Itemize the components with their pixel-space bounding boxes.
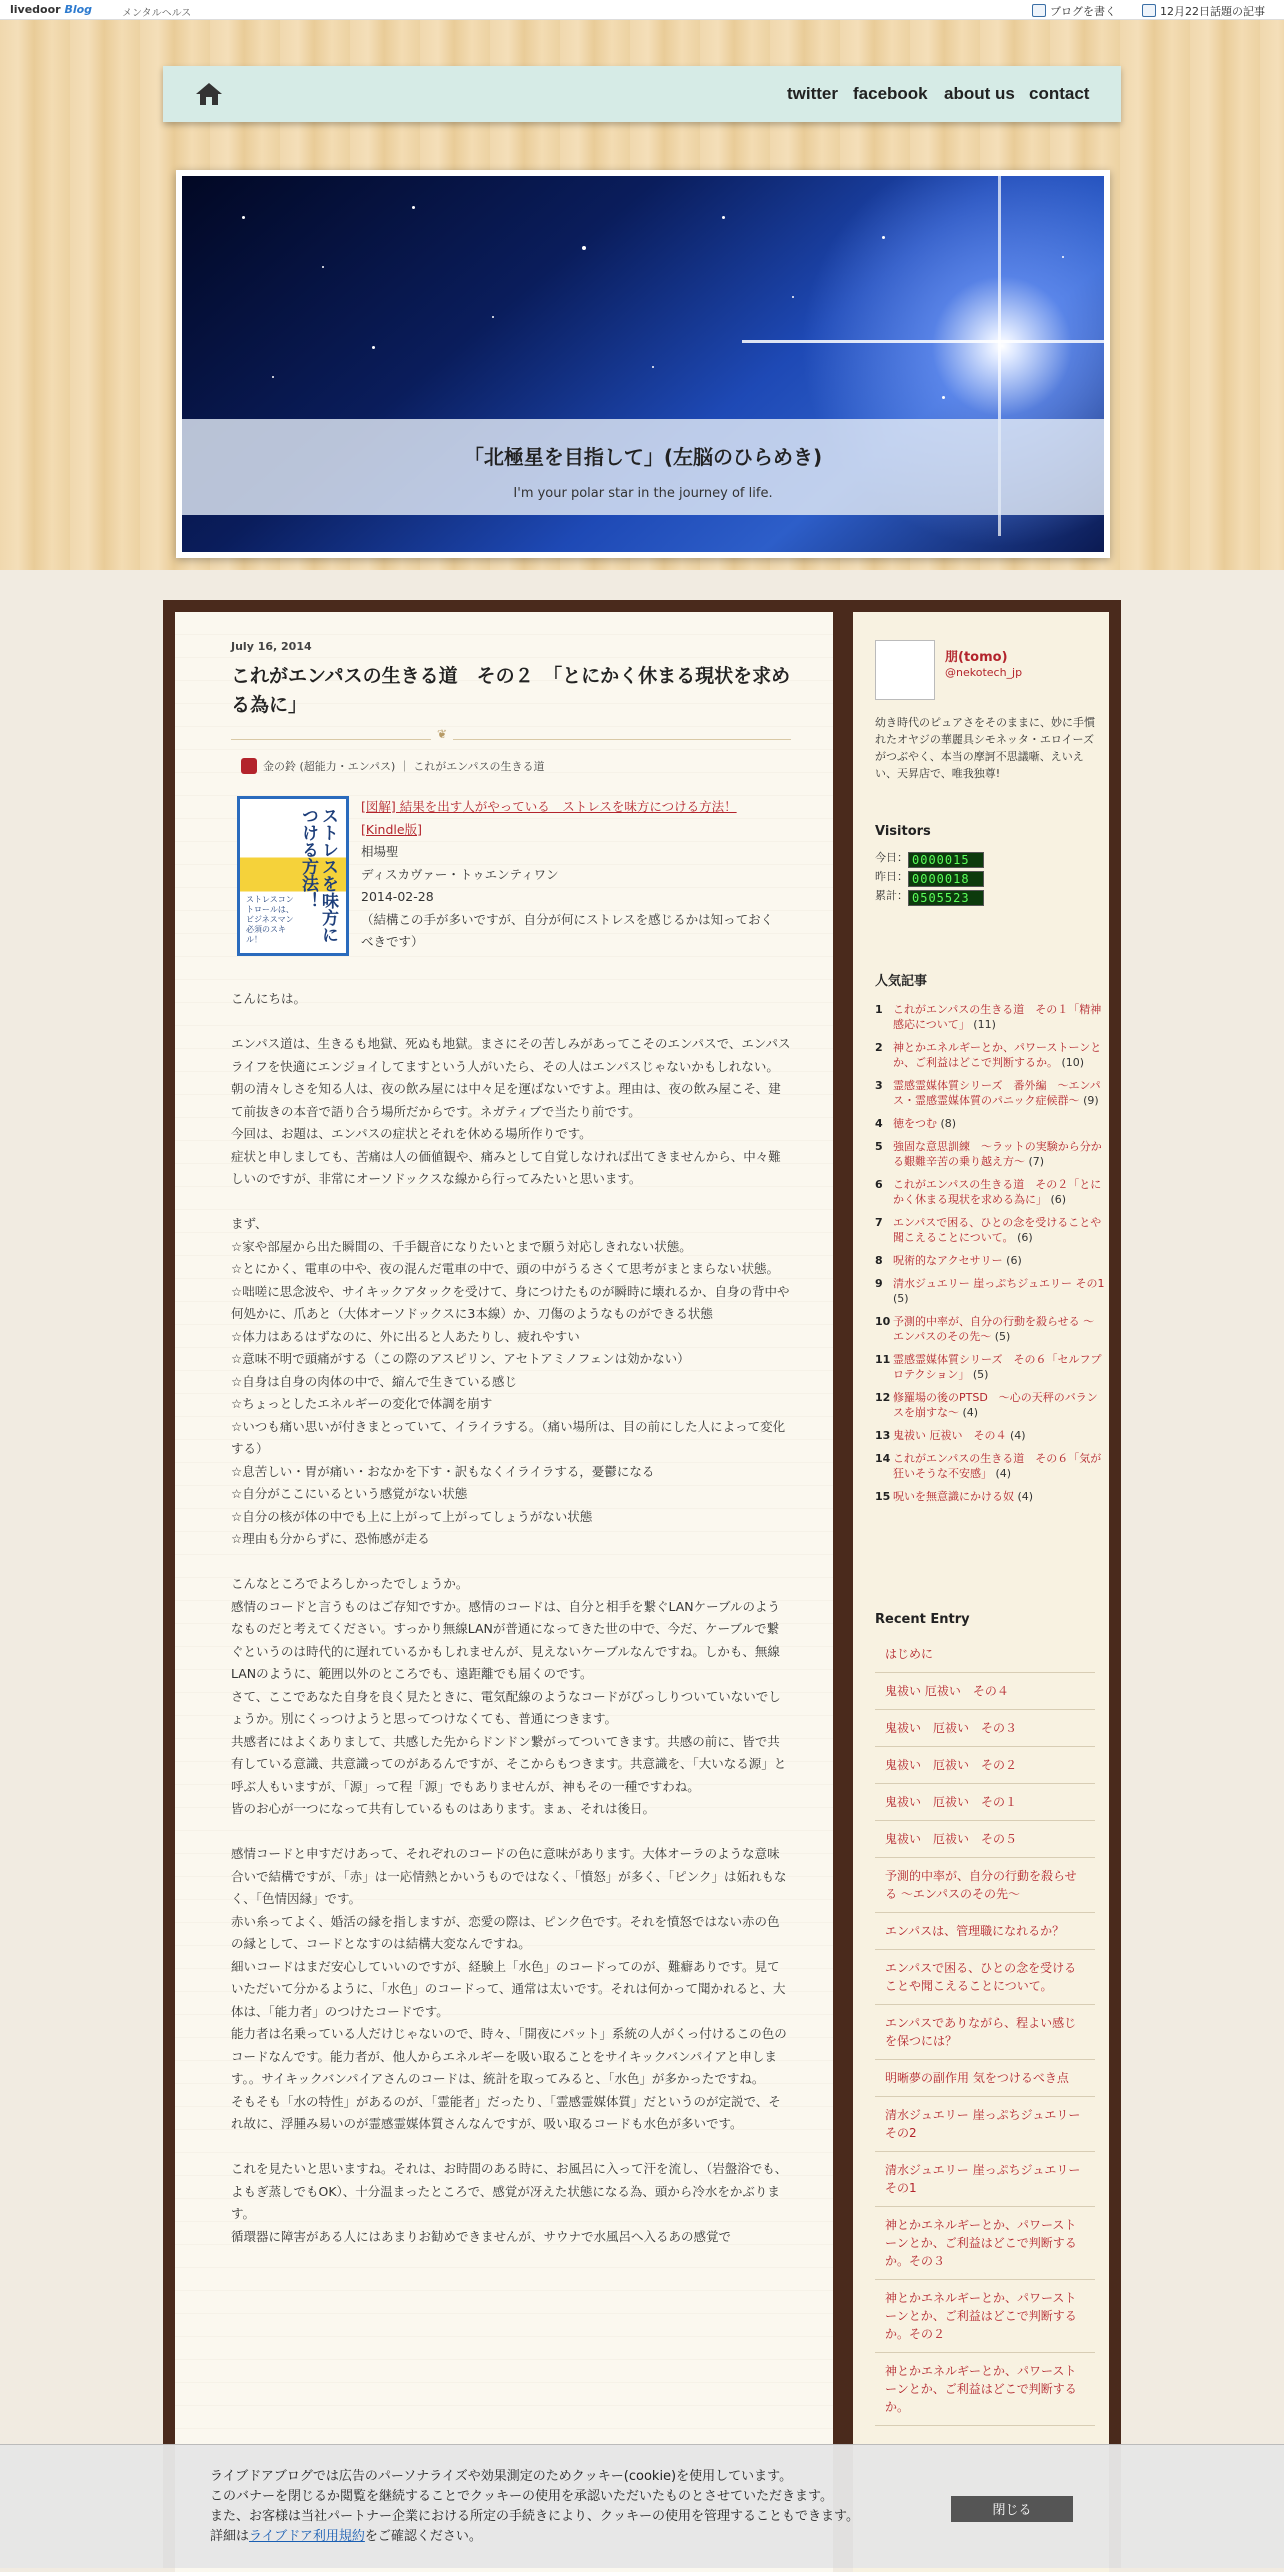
post-category-link[interactable]: 金の鈴 (超能力・エンパス) bbox=[263, 760, 396, 773]
starry-sky-image bbox=[182, 176, 1104, 552]
popular-item[interactable]: 6 これがエンパスの生きる道 その２「とにかく休まる現状を求める為に」 (6) bbox=[875, 1178, 1102, 1206]
book-publisher: ディスカヴァー・トゥエンティワン bbox=[361, 866, 559, 882]
recent-entry-link[interactable]: 鬼祓い 厄祓い その４ bbox=[875, 1673, 1095, 1710]
counter-yesterday: 0000018 bbox=[908, 871, 984, 887]
popular-item[interactable]: 13 鬼祓い 厄祓い その４ (4) bbox=[875, 1429, 1026, 1442]
folder-icon bbox=[241, 758, 257, 774]
counter-today: 0000015 bbox=[908, 852, 984, 868]
popular-heading: 人気記事 bbox=[875, 974, 928, 989]
popular-item[interactable]: 2 神とかエネルギーとか、パワーストーンとか、ご利益はどこで判断するか。 (10) bbox=[875, 1041, 1102, 1069]
post-body bbox=[231, 988, 791, 2248]
popular-list bbox=[875, 1002, 1105, 1512]
calendar-icon bbox=[1142, 4, 1156, 17]
popular-item[interactable]: 8 呪術的なアクセサリー (6) bbox=[875, 1254, 1022, 1267]
book-recommendation bbox=[231, 796, 791, 966]
pencil-icon bbox=[1032, 4, 1046, 17]
recent-entry-link[interactable]: 神とかエネルギーとか、パワーストーンとか、ご利益はどこで判断するか。 bbox=[875, 2353, 1095, 2426]
popular-item[interactable]: 10 予測的中率が、自分の行動を殺らせる ～エンパスのその先～ (5) bbox=[875, 1315, 1095, 1343]
blog-category-link[interactable]: メンタルヘルス bbox=[122, 8, 192, 19]
post-tag-link[interactable]: これがエンパスの生きる道 bbox=[413, 760, 545, 773]
recent-entry-link[interactable]: エンパスで困る、ひとの念を受けることや聞こえることについて。 bbox=[875, 1950, 1095, 2005]
recent-entry-link[interactable]: 神とかエネルギーとか、パワーストーンとか、ご利益はどこで判断するか。その２ bbox=[875, 2280, 1095, 2353]
livedoor-topbar bbox=[0, 0, 1284, 20]
popular-item[interactable]: 4 徳をつむ (8) bbox=[875, 1117, 957, 1130]
popular-item[interactable]: 1 これがエンパスの生きる道 その１「精神感応について」 (11) bbox=[875, 1003, 1102, 1031]
recent-entry-link[interactable]: 鬼祓い 厄祓い その２ bbox=[875, 1747, 1095, 1784]
visitors-heading: Visitors bbox=[875, 824, 931, 839]
nav-about-us[interactable]: about us bbox=[944, 84, 1015, 103]
header-banner bbox=[176, 170, 1110, 558]
counter-total: 0505523 bbox=[908, 890, 984, 906]
terms-of-use-link[interactable]: ライブドア利用規約 bbox=[249, 2529, 365, 2544]
recent-entry-link[interactable]: 鬼祓い 厄祓い その３ bbox=[875, 1710, 1095, 1747]
livedoor-blog-logo[interactable]: livedoor Blog bbox=[10, 3, 93, 16]
sidebar bbox=[853, 612, 1109, 2572]
nav-contact[interactable]: contact bbox=[1029, 84, 1090, 103]
profile-handle[interactable]: @nekotech_jp bbox=[945, 666, 1023, 679]
title-divider bbox=[231, 728, 791, 740]
paragraph: これを見たいと思いますね。それは、お時間のある時に、お風呂に入って汗を流し、（岩盤浴でも、よもぎ蒸しでもOK）、十分温まったところで、感覚が冴えた状態になる為、頭から冷水をかぶります。 循環器に障害がある人にはあまりお勧めできませんが、サウナで水風呂へ入るあの感覚で bbox=[231, 2161, 788, 2244]
avatar[interactable] bbox=[875, 640, 935, 700]
article-column bbox=[175, 612, 833, 2572]
recent-entry-link[interactable]: 清水ジュエリー 崖っぷちジュエリー その1 bbox=[875, 2152, 1095, 2207]
popular-item[interactable]: 15 呪いを無意識にかける奴 (4) bbox=[875, 1490, 1034, 1503]
profile-description: 幼き時代のピュアさをそのままに、妙に手慣れたオヤジの華麗具シモネッタ・エロイーズがつぶやく、本当の摩訶不思議噺、えいえい、天昇店で、唯我独尊! bbox=[875, 716, 1095, 780]
blog-title-caption bbox=[182, 419, 1104, 515]
trending-articles-link[interactable]: 12月22日話題の記事 bbox=[1142, 3, 1265, 19]
book-note: （結構この手が多いですが、自分が何にストレスを感じるかは知っておくべきです） bbox=[361, 911, 774, 949]
blog-title[interactable]: 「北極星を目指して」(左脳のひらめき) bbox=[463, 445, 823, 469]
recent-entry-link[interactable]: 神とかエネルギーとか、パワーストーンとか、ご利益はどこで判断するか。その３ bbox=[875, 2207, 1095, 2280]
nav-facebook[interactable]: facebook bbox=[853, 84, 928, 103]
blog-post bbox=[231, 640, 791, 2271]
paragraph: まず、 ☆家や部屋から出た瞬間の、千手観音になりたいとまで願う対応しきれない状態。 ☆とにかく、電車の中や、夜の混んだ電車の中で、頭の中がうるさくて思考がまとまらない状態。 ☆咄嗟に思念波や、サイキックアタックを受けて、身につけたものが瞬時に壊れるか、自身の背中や何処かに、爪あと（大体オーソドックスに3本線）か、刀傷のようなものができる状態 ☆体力はあるはずなのに、外に出ると人あたりし、疲れやすい ☆意味不明で頭痛がする（この際のアスピリン、アセトアミノフェンは効かない） ☆自身は自身の肉体の中で、縮んで生きている感じ ☆ちょっとしたエネルギーの変化で体調を崩す ☆いつも痛い思いが付きまとっていて、イライラする。（痛い場所は、目の前にした人によって変化する） ☆息苦しい・胃が痛い・おなかを下す・訳もなくイライラする，憂鬱になる ☆自分がここにいるという感覚がない状態 ☆自分の核が体の中でも上に上がって上がってしょうがない状態 ☆理由も分からずに、恐怖感が走る bbox=[231, 1216, 790, 1546]
paragraph: こんなところでよろしかったでしょうか。 感情のコードと言うものはご存知ですか。感情のコードは、自分と相手を繋ぐLANケーブルのようなものだと考えてください。すっかり無線LANが普通になってきた世の中で、今だ、ケーブルで繋ぐというのは時代的に遅れているかもしれませんが、見えないケーブルなんですね。しかも、無線LANのように、範囲以外のところでも、遠距離でも届くのです。 さて、ここであなた自身を良く見たときに、電気配線のようなコードがびっしりついていないでしょうか。別にくっつけようと思ってつけなくても、普通につきます。 共感者にはよくありまして、共感した先からドンドン繋がってついてきます。共感の前に、皆で共有している意識、共意識ってのがあるんですが、そこからもつきます。共意識を、「大いなる源」と呼ぶ人もいますが、「源」って程「源」でもありませんが、神もその一種ですわね。 皆のお心が一つになって共有しているものはあります。まぁ、それは後日。 bbox=[231, 1576, 787, 1816]
book-title-link[interactable]: [図解] 結果を出す人がやっている ストレスを味方につける方法！ bbox=[361, 799, 737, 814]
book-author: 相場聖 bbox=[361, 844, 399, 859]
recent-entry-link[interactable]: 鬼祓い 厄祓い その５ bbox=[875, 1821, 1095, 1858]
recent-entry-list bbox=[875, 1636, 1095, 2426]
content-frame bbox=[163, 600, 1121, 2568]
recent-heading: Recent Entry bbox=[875, 1612, 970, 1627]
write-blog-link[interactable]: ブログを書く bbox=[1032, 3, 1116, 19]
paragraph: 感情コードと申すだけあって、それぞれのコードの色に意味があります。大体オーラのような意味合いで結構ですが、「赤」は一応情熱とかいうものではなく、「憤怒」が多く、「ピンク」は妬れもなく、「色情因縁」です。 赤い糸ってよく、婚活の縁を指しますが、恋愛の際は、ピンク色です。それを憤怒ではない赤の色の縁として、コードとなすのは結構大変なんですね。 細いコードはまだ安心していいのですが、経験上「水色」のコードってのが、難癖ありです。見ていただいて分かるように、「水色」のコードって、通常は太いです。それは何かって聞かれると、大体は、「能力者」のつけたコードです。 能力者は名乗っている人だけじゃないので、時々、「開夜にパット」系統の人がくっ付けるこの色のコードなんです。能力者が、他人からエネルギーを吸い取ることをサイキックバンパイアと申します。。サイキックバンパイアさんのコードは、統計を取ってみると、「水色」が多かったですね。 そもそも「水の特性」があるのが、「霊能者」だったり、「霊感霊媒体質」だというのが定説で、それ故に、浮腫み易いのが霊感霊媒体質さんなんですが、吸い取るコードも水色が多いです。 bbox=[231, 1846, 787, 2131]
book-info bbox=[361, 796, 781, 954]
popular-item[interactable]: 12 修羅場の後のPTSD ～心の天秤のバランスを崩すな～ (4) bbox=[875, 1391, 1098, 1419]
recent-entry-link[interactable]: エンパスは、管理職になれるか？ bbox=[875, 1913, 1095, 1950]
main-nav bbox=[163, 66, 1121, 122]
home-icon[interactable] bbox=[195, 82, 223, 106]
popular-item[interactable]: 5 強固な意思訓練 ～ラットの実験から分かる艱難辛苦の乗り越え方～ (7) bbox=[875, 1140, 1102, 1168]
popular-item[interactable]: 3 霊感霊媒体質シリーズ 番外編 ～エンパス・霊感霊媒体質のパニック症候群～ (9) bbox=[875, 1079, 1101, 1107]
cookie-consent-banner bbox=[0, 2444, 1284, 2568]
recent-entry-link[interactable]: 鬼祓い 厄祓い その１ bbox=[875, 1784, 1095, 1821]
recent-entry-link[interactable]: 予測的中率が、自分の行動を殺らせる ～エンパスのその先～ bbox=[875, 1858, 1095, 1913]
paragraph: こんにちは。 bbox=[231, 991, 307, 1006]
profile-name[interactable]: 朋(tomo) bbox=[945, 650, 1008, 665]
popular-item[interactable]: 7 エンパスで困る、ひとの念を受けることや聞こえることについて。 (6) bbox=[875, 1216, 1102, 1244]
visitor-counter: 今日： 0000015 昨日： 0000018 累計： 0505523 bbox=[875, 848, 984, 905]
post-date: July 16, 2014 bbox=[231, 640, 312, 653]
nav-twitter[interactable]: twitter bbox=[787, 84, 838, 103]
book-cover-image[interactable]: ストレスを味方につける方法！ ストレスコントロールは、ビジネスマン必須のスキル！ bbox=[237, 796, 349, 956]
cookie-close-button[interactable]: 閉じる bbox=[951, 2496, 1073, 2522]
blog-tagline: I'm your polar star in the journey of life. bbox=[513, 486, 773, 501]
recent-entry-link[interactable]: エンパスでありながら、程よい感じを保つには？ bbox=[875, 2005, 1095, 2060]
popular-item[interactable]: 14 これがエンパスの生きる道 その６「気が狂いそうな不安感」 (4) bbox=[875, 1452, 1102, 1480]
post-category-row: 金の鈴 (超能力・エンパス) ｜ これがエンパスの生きる道 bbox=[231, 752, 791, 782]
recent-entry-link[interactable]: はじめに bbox=[875, 1636, 1095, 1673]
post-title[interactable]: これがエンパスの生きる道 その２ 「とにかく休まる現状を求める為に」 bbox=[231, 665, 791, 716]
book-date: 2014-02-28 bbox=[361, 889, 434, 904]
book-format-link[interactable]: [Kindle版] bbox=[361, 821, 422, 837]
recent-entry-link[interactable]: 明晰夢の副作用 気をつけるべき点 bbox=[875, 2060, 1095, 2097]
cookie-message: ライブドアブログでは広告のパーソナライズや効果測定のためクッキー(cookie)を使用しています。 このバナーを閉じるか閲覧を継続することでクッキーの使用を承認いただいたものとさせていただきます。 また、お客様は当社パートナー企業における所定の手続きにより、クッキーの使用を管理することもできます。 詳細はライブドア利用規約をご確認ください。 bbox=[210, 2469, 859, 2544]
recent-entry-link[interactable]: 清水ジュエリー 崖っぷちジュエリー その2 bbox=[875, 2097, 1095, 2152]
popular-item[interactable]: 11 霊感霊媒体質シリーズ その６「セルフプロテクション」 (5) bbox=[875, 1353, 1102, 1381]
paragraph: エンパス道は、生きるも地獄、死ぬも地獄。まさにその苦しみがあってこそのエンパスで、エンパスライフを快適にエンジョイしてますという人がいたら、その人はエンパスじゃないかもしれない。朝の清々しさを知る人は、夜の飲み屋には中々足を運ばないですよ。理由は、夜の飲み屋こそ、建て前抜きの本音で語り合う場所だからです。ネガティブで当たり前です。 今回は、お題は、エンパスの症状とそれを休める場所作りです。 症状と申しましても、苦痛は人の価値観や、痛みとして自覚しなければ出てきませんから、中々難しいのですが、非常にオーソドックスな線から行ってみたいと思います。 bbox=[231, 1036, 791, 1186]
popular-item[interactable]: 9 清水ジュエリー 崖っぷちジュエリー その1 (5) bbox=[875, 1277, 1105, 1305]
